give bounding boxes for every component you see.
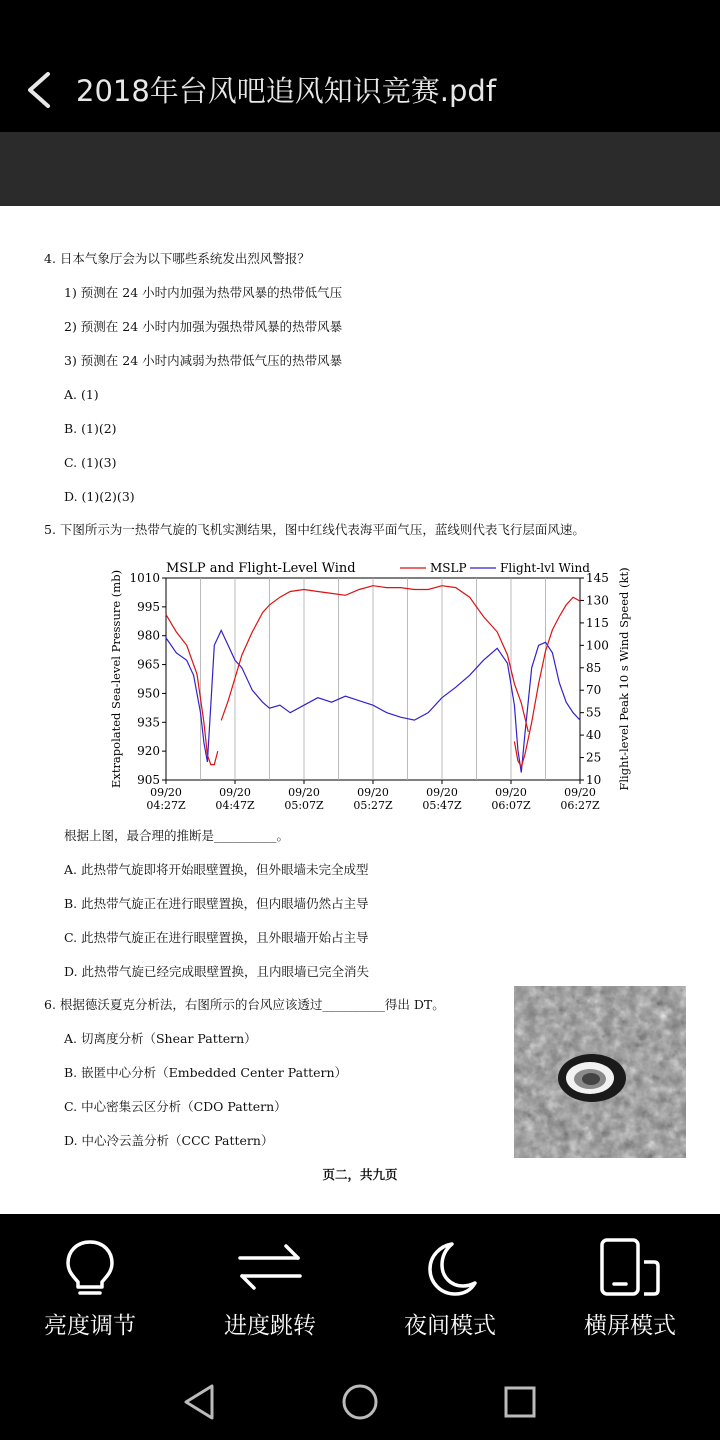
brightness-button[interactable] bbox=[0, 1238, 180, 1358]
x-tick-label: 09/20 bbox=[357, 786, 389, 799]
legend-label-mslp: MSLP bbox=[430, 561, 467, 575]
q4-option: A. (1) bbox=[64, 387, 99, 402]
y-tick-label: 920 bbox=[137, 744, 160, 759]
x-tick-label: 04:47Z bbox=[215, 799, 255, 812]
x-tick-label: 09/20 bbox=[288, 786, 320, 799]
back-triangle-icon[interactable] bbox=[178, 1380, 222, 1424]
y2-tick-label: 100 bbox=[586, 638, 609, 653]
x-tick-label: 05:27Z bbox=[353, 799, 393, 812]
rotate-screen-icon bbox=[598, 1238, 662, 1298]
y-tick-label: 980 bbox=[137, 628, 160, 643]
y2-tick-label: 10 bbox=[586, 773, 602, 787]
q5-prompt: 根据上图，最合理的推断是__________。 bbox=[64, 828, 290, 843]
y2-tick-label: 145 bbox=[586, 571, 609, 585]
q4-item: 1) 预测在 24 小时内加强为热带风暴的热带低气压 bbox=[64, 285, 343, 300]
back-arrow-icon[interactable] bbox=[20, 68, 64, 112]
y2-tick-label: 130 bbox=[586, 593, 609, 608]
satellite-image bbox=[514, 986, 686, 1158]
home-circle-icon[interactable] bbox=[338, 1380, 382, 1424]
question-4-stem: 4. 日本气象厅会为以下哪些系统发出烈风警报？ bbox=[44, 251, 310, 266]
q6-option: C. 中心密集云区分析（CDO Pattern） bbox=[64, 1099, 287, 1114]
night-mode-button[interactable] bbox=[360, 1238, 540, 1358]
night-mode-label: 夜间模式 bbox=[404, 1313, 496, 1339]
q5-option: C. 此热带气旋正在进行眼壁置换，且外眼墙开始占主导 bbox=[64, 930, 369, 945]
q5-option: B. 此热带气旋正在进行眼壁置换，但内眼墙仍然占主导 bbox=[64, 896, 369, 911]
landscape-mode-button[interactable] bbox=[540, 1238, 720, 1358]
x-tick-label: 04:27Z bbox=[146, 799, 186, 812]
y2-tick-label: 115 bbox=[586, 615, 609, 630]
series-line-mslp bbox=[221, 586, 528, 732]
y2-tick-label: 85 bbox=[586, 660, 602, 675]
progress-jump-label: 进度跳转 bbox=[224, 1313, 316, 1339]
q4-item: 2) 预测在 24 小时内加强为强热带风暴的热带风暴 bbox=[64, 319, 343, 334]
brightness-label: 亮度调节 bbox=[44, 1313, 136, 1339]
pdf-page[interactable] bbox=[0, 206, 720, 1214]
q4-option: B. (1)(2) bbox=[64, 421, 117, 436]
series-line-mslp bbox=[166, 615, 218, 765]
y-tick-label: 1010 bbox=[129, 571, 160, 585]
q6-option: D. 中心冷云盖分析（CCC Pattern） bbox=[64, 1133, 274, 1148]
x-tick-label: 06:07Z bbox=[491, 799, 531, 812]
y2-tick-label: 55 bbox=[586, 705, 602, 720]
progress-jump-button[interactable] bbox=[180, 1238, 360, 1358]
y-axis-label: Extrapolated Sea-level Pressure (mb) bbox=[109, 569, 123, 789]
y2-tick-label: 70 bbox=[586, 683, 602, 698]
recents-square-icon[interactable] bbox=[498, 1380, 542, 1424]
question-5-stem: 5. 下图所示为一热带气旋的飞机实测结果，图中红线代表海平面气压，蓝线则代表飞行层面风速。 bbox=[44, 522, 585, 537]
chart-title: MSLP and Flight-Level Wind bbox=[166, 561, 356, 576]
mslp-wind-chart bbox=[108, 550, 638, 818]
y2-axis-label: Flight-level Peak 10 s Wind Speed (kt) bbox=[617, 567, 631, 791]
q4-item: 3) 预测在 24 小时内减弱为热带低气压的热带风暴 bbox=[64, 353, 343, 368]
q5-option: A. 此热带气旋即将开始眼壁置换，但外眼墙未完全成型 bbox=[64, 862, 369, 877]
q4-option: D. (1)(2)(3) bbox=[64, 489, 135, 504]
document-title: 2018年台风吧追风知识竞赛.pdf bbox=[76, 74, 497, 108]
x-tick-label: 09/20 bbox=[150, 786, 182, 799]
y-tick-label: 995 bbox=[137, 599, 160, 614]
q5-option: D. 此热带气旋已经完成眼壁置换，且内眼墙已完全消失 bbox=[64, 964, 370, 979]
secondary-bar bbox=[0, 132, 720, 206]
x-tick-label: 09/20 bbox=[219, 786, 251, 799]
y-tick-label: 935 bbox=[137, 715, 160, 730]
question-6-stem: 6. 根据德沃夏克分析法，右图所示的台风应该透过__________得出 DT。 bbox=[44, 997, 445, 1012]
bottom-toolbar bbox=[0, 1214, 720, 1440]
x-tick-label: 06:27Z bbox=[560, 799, 600, 812]
y-tick-label: 905 bbox=[137, 773, 160, 787]
top-app-bar bbox=[0, 0, 720, 132]
y2-tick-label: 25 bbox=[586, 750, 602, 765]
bulb-icon bbox=[62, 1238, 118, 1298]
x-tick-label: 09/20 bbox=[495, 786, 527, 799]
x-tick-label: 05:47Z bbox=[422, 799, 462, 812]
x-tick-label: 05:07Z bbox=[284, 799, 324, 812]
y-tick-label: 950 bbox=[137, 686, 160, 701]
x-tick-label: 09/20 bbox=[426, 786, 458, 799]
q6-option: B. 嵌匿中心分析（Embedded Center Pattern） bbox=[64, 1065, 348, 1080]
moon-icon bbox=[422, 1238, 478, 1298]
q6-option: A. 切离度分析（Shear Pattern） bbox=[64, 1031, 257, 1046]
q4-option: C. (1)(3) bbox=[64, 455, 117, 470]
y2-tick-label: 40 bbox=[586, 728, 602, 743]
x-tick-label: 09/20 bbox=[564, 786, 596, 799]
landscape-mode-label: 横屏模式 bbox=[584, 1313, 676, 1339]
page-footer: 页二，共九页 bbox=[322, 1167, 398, 1182]
swap-arrows-icon bbox=[238, 1238, 302, 1298]
y-tick-label: 965 bbox=[137, 657, 160, 672]
legend-label-wind: Flight-lvl Wind bbox=[500, 561, 590, 575]
